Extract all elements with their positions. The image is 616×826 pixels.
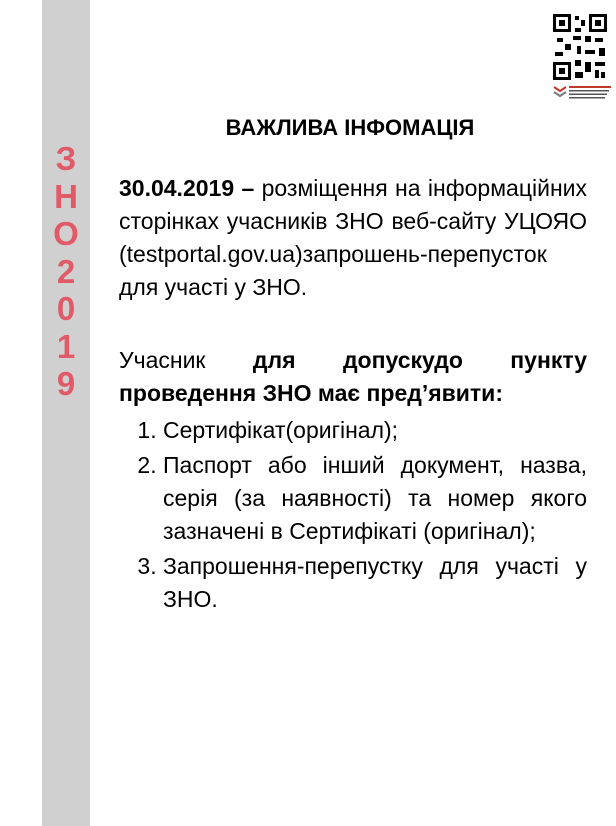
notice-text: розміщення на інформаційних сторінках учасників ЗНО веб-сайту УЦОЯО (testportal.gov.ua)запрошень-перепусток для участі у ЗНО. bbox=[119, 175, 587, 300]
notice-date: 30.04.2019 bbox=[119, 175, 235, 201]
sidebar-letter: 1 bbox=[56, 327, 76, 365]
page-title: ВАЖЛИВА ІНФОМАЦІЯ bbox=[225, 115, 475, 140]
list-item: 2. Паспорт або інший документ, назва, серія (за наявності) та номер якого зазначені в Сертифікаті (оригінал); bbox=[163, 449, 587, 548]
notice-paragraph bbox=[119, 172, 587, 304]
sidebar-letter: 0 bbox=[56, 290, 76, 327]
documents-list bbox=[119, 414, 587, 616]
qr-code-icon bbox=[553, 14, 607, 80]
requirement-bold: для допускудо пункту проведення ЗНО має пред’явити: bbox=[119, 347, 587, 406]
notice-dash: – bbox=[241, 175, 255, 201]
sidebar-letter: 2 bbox=[56, 252, 76, 290]
list-item: 1. Сертифікат(оригінал); bbox=[163, 414, 587, 447]
sidebar-letter: З bbox=[55, 140, 77, 177]
sidebar-letter: Н bbox=[54, 177, 78, 215]
list-item: 3. Запрошення-перепустку для участі у ЗНО. bbox=[163, 550, 587, 616]
requirement-prefix: Учасник bbox=[119, 347, 206, 373]
ucoyao-logo-icon bbox=[553, 84, 613, 102]
sidebar-letter: О bbox=[53, 215, 79, 252]
requirement-paragraph bbox=[119, 344, 587, 410]
sidebar bbox=[42, 0, 90, 826]
sidebar-letter: 9 bbox=[56, 365, 76, 402]
main-content bbox=[119, 172, 587, 618]
vertical-year-label bbox=[42, 140, 90, 403]
